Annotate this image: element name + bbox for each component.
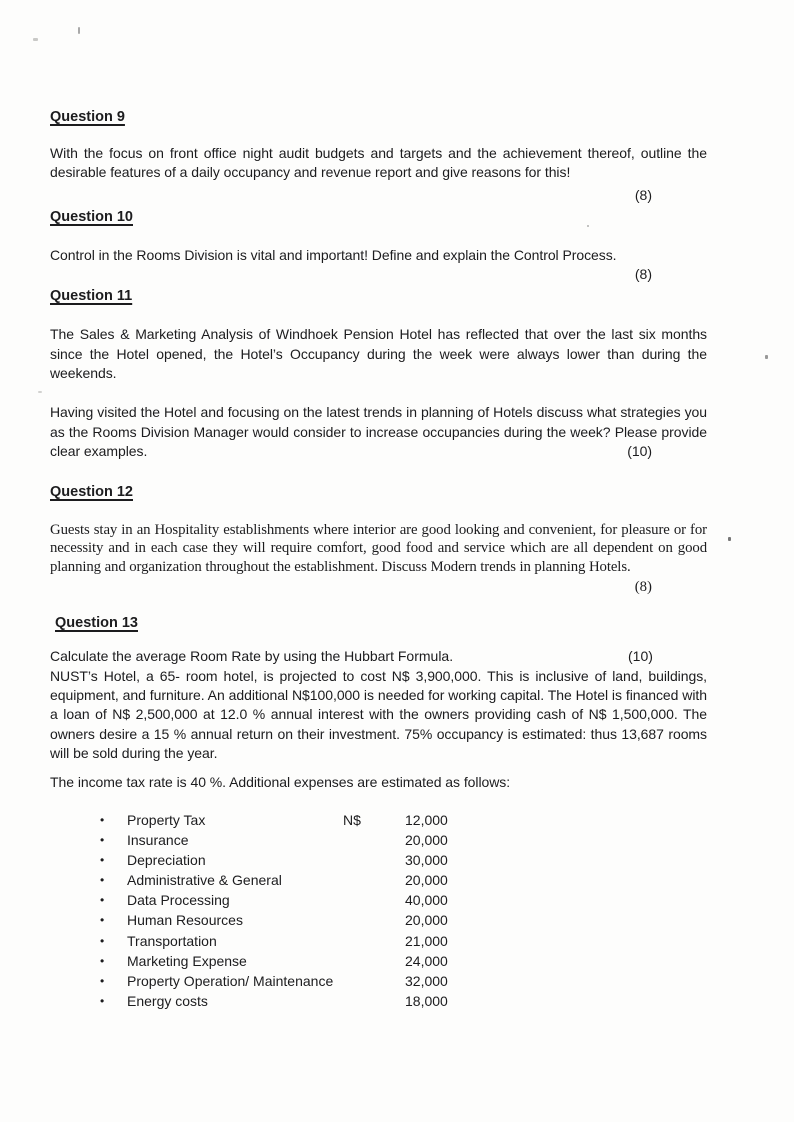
question-13-tax-line: The income tax rate is 40 %. Additional expenses are estimated as follows: (50, 773, 511, 790)
scan-artifact (728, 537, 731, 541)
expense-row (100, 910, 707, 930)
expense-amount: 21,000 (405, 932, 448, 949)
question-12-section (50, 482, 707, 502)
scan-artifact (38, 391, 42, 393)
expenses-list (100, 810, 707, 1011)
expense-amount: 12,000 (405, 812, 448, 828)
question-12-body: Guests stay in an Hospitality establishments where interior are good looking and convenient, for pleasure or for necessity and in each case they will require comfort, good food and service which are all dependent on good planning and organization throughout the establishment. Discuss Modern trends in planning Hotels. (50, 521, 707, 575)
question-13-body: NUST’s Hotel, a 65- room hotel, is projected to cost N$ 3,900,000. This is inclusive of land, buildings, equipment, and furniture. An additional N$100,000 is needed for working capital. The Hotel is financed with a loan of N$ 2,500,000 at 12.0 % annual interest with the owners providing cash of N$ 1,500,000. The owners desire a 15 % annual return on their investment. 75% occupancy is estimated: thus 13,687 rooms will be sold during the year. (50, 667, 707, 762)
expense-amount: 20,000 (405, 832, 448, 849)
question-12-heading: Question 12 (50, 483, 133, 500)
question-10-marks: (8) (634, 266, 652, 283)
expense-row (100, 810, 707, 830)
expense-amount: 18,000 (405, 992, 448, 1009)
bullet-icon: • (100, 953, 105, 968)
expense-row (100, 850, 707, 870)
expense-label: Depreciation (127, 852, 206, 869)
expense-label: Marketing Expense (127, 952, 247, 969)
expense-row (100, 991, 707, 1011)
bullet-icon: • (100, 893, 105, 908)
question-13-intro-row (50, 647, 707, 666)
bullet-icon: • (100, 973, 105, 988)
expense-row (100, 971, 707, 991)
bullet-icon: • (100, 993, 105, 1008)
expense-row (100, 830, 707, 850)
expense-label: Insurance (127, 832, 189, 849)
expense-row (100, 931, 707, 951)
currency-label: N$ (343, 812, 361, 828)
question-12-marks: (8) (634, 579, 652, 596)
expense-amount: 40,000 (405, 892, 448, 909)
question-11-section (50, 286, 707, 306)
expense-label: Administrative & General (127, 872, 282, 889)
question-9-section (50, 107, 707, 127)
question-9-body: With the focus on front office night audit budgets and targets and the achievement thereof, outline the desirable features of a daily occupancy and revenue report and give reasons for this! (50, 145, 707, 181)
question-10-heading: Question 10 (50, 208, 133, 225)
expense-amount: 20,000 (405, 872, 448, 889)
expense-label: Human Resources (127, 912, 243, 929)
question-11-paragraph-2: Having visited the Hotel and focusing on the latest trends in planning of Hotels discuss what strategies you as the Rooms Division Manager would consider to increase occupancies during the week? Please provide clear examples. (50, 404, 707, 460)
question-11-marks: (10) (627, 443, 652, 460)
bullet-icon: • (100, 833, 105, 848)
expense-row (100, 890, 707, 910)
question-13-marks: (10) (628, 648, 653, 665)
question-11-heading: Question 11 (50, 288, 133, 305)
expense-amount: 30,000 (405, 852, 448, 869)
bullet-icon: • (100, 913, 105, 928)
expense-amount: 20,000 (405, 912, 448, 929)
question-11-paragraph-1: The Sales & Marketing Analysis of Windhoek Pension Hotel has reflected that over the last six months since the Hotel opened, the Hotel’s Occupancy during the week were always lower than during the weekends. (50, 326, 707, 382)
question-13-heading: Question 13 (55, 615, 138, 632)
expense-amount: 32,000 (405, 972, 448, 989)
scan-artifact (765, 355, 768, 359)
bullet-icon: • (100, 813, 105, 827)
expense-label: Property Tax (127, 812, 206, 828)
expense-label: Transportation (127, 932, 217, 949)
question-9-heading: Question 9 (50, 109, 125, 125)
question-11-paragraph-2-wrap (50, 403, 707, 461)
scan-artifact (33, 38, 38, 41)
question-10-body: Control in the Rooms Division is vital and important! Define and explain the Control Process. (50, 246, 617, 263)
expense-label: Data Processing (127, 892, 230, 909)
expense-label: Energy costs (127, 992, 208, 1009)
bullet-icon: • (100, 933, 105, 948)
question-13-intro: Calculate the average Room Rate by using the Hubbart Formula. (50, 648, 454, 665)
expense-row (100, 951, 707, 971)
expense-amount: 24,000 (405, 952, 448, 969)
expense-label: Property Operation/ Maintenance (127, 972, 334, 989)
bullet-icon: • (100, 873, 105, 888)
bullet-icon: • (100, 853, 105, 868)
question-9-marks: (8) (634, 186, 652, 203)
expense-row (100, 870, 707, 890)
document-content (50, 0, 707, 1011)
question-10-section (50, 207, 707, 227)
question-13-section (55, 613, 707, 633)
